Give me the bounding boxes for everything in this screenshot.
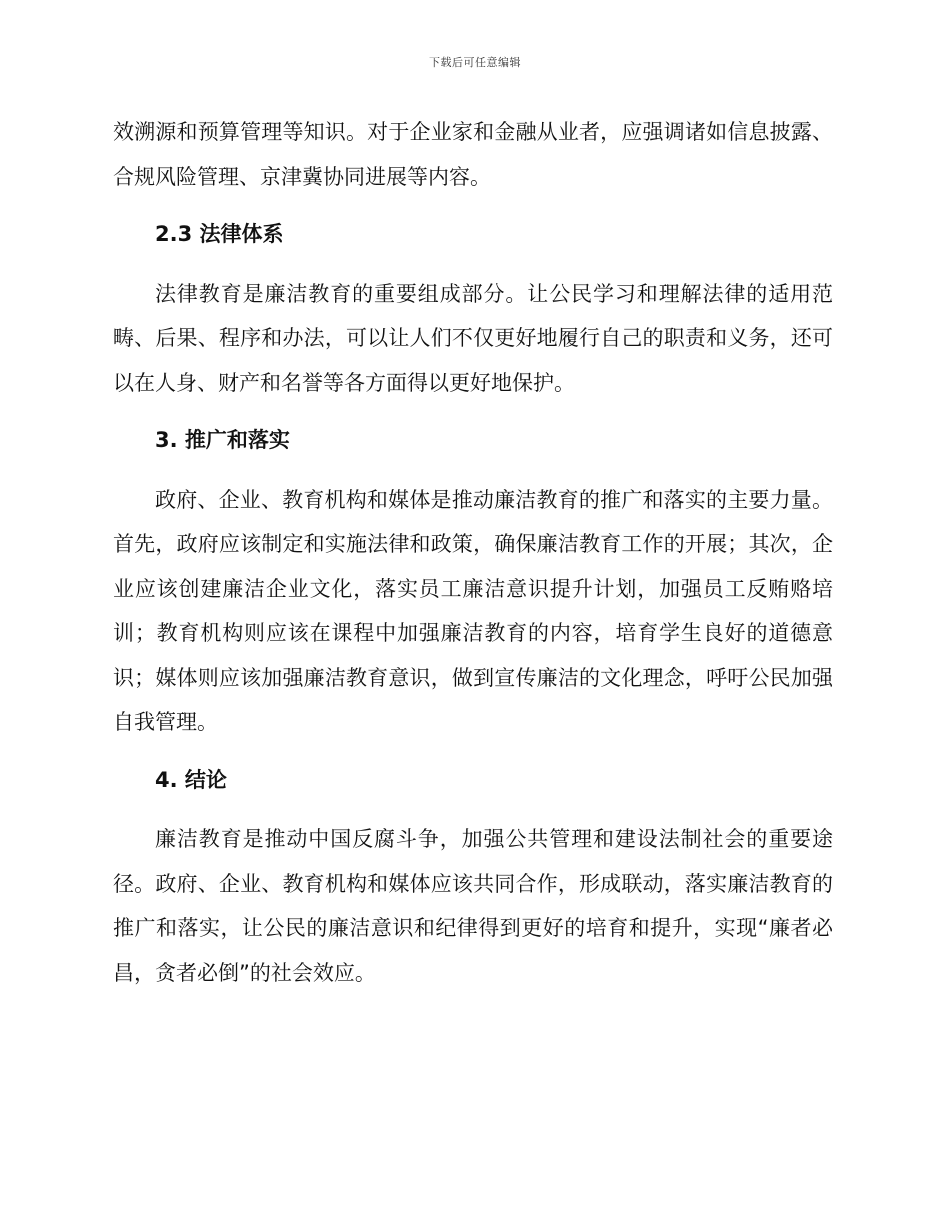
section-body-3: 政府、企业、教育机构和媒体是推动廉洁教育的推广和落实的主要力量。首先，政府应该制定和实施法律和政策，确保廉洁教育工作的开展；其次，企业应该创建廉洁企业文化，落实员工廉洁意识提升计划，加强员工反贿赂培训；教育机构则应该在课程中加强廉洁教育的内容，培育学生良好的道德意识；媒体则应该加强廉洁教育意识，做到宣传廉洁的文化理念，呼吁公民加强自我管理。 [113, 487, 833, 734]
continued-paragraph: 效溯源和预算管理等知识。对于企业家和金融从业者，应强调诸如信息披露、合规风险管理、京津冀协同进展等内容。 [113, 120, 833, 189]
section-body-2-3: 法律教育是廉洁教育的重要组成部分。让公民学习和理解法律的适用范畴、后果、程序和办法，可以让人们不仅更好地履行自己的职责和义务，还可以在人身、财产和名誉等各方面得以更好地保护。 [113, 281, 833, 395]
page-header: 下载后可任意编辑 [429, 56, 521, 69]
section-body-4: 廉洁教育是推动中国反腐斗争，加强公共管理和建设法制社会的重要途径。政府、企业、教育机构和媒体应该共同合作，形成联动，落实廉洁教育的推广和落实，让公民的廉洁意识和纪律得到更好的培育和提升，实现“廉者必昌，贪者必倒”的社会效应。 [113, 827, 833, 985]
section-heading-3: 3. 推广和落实 [155, 428, 290, 452]
document-body [113, 110, 833, 995]
section-heading-4: 4. 结论 [155, 767, 227, 792]
section-heading-2-3: 2.3 法律体系 [155, 222, 284, 246]
